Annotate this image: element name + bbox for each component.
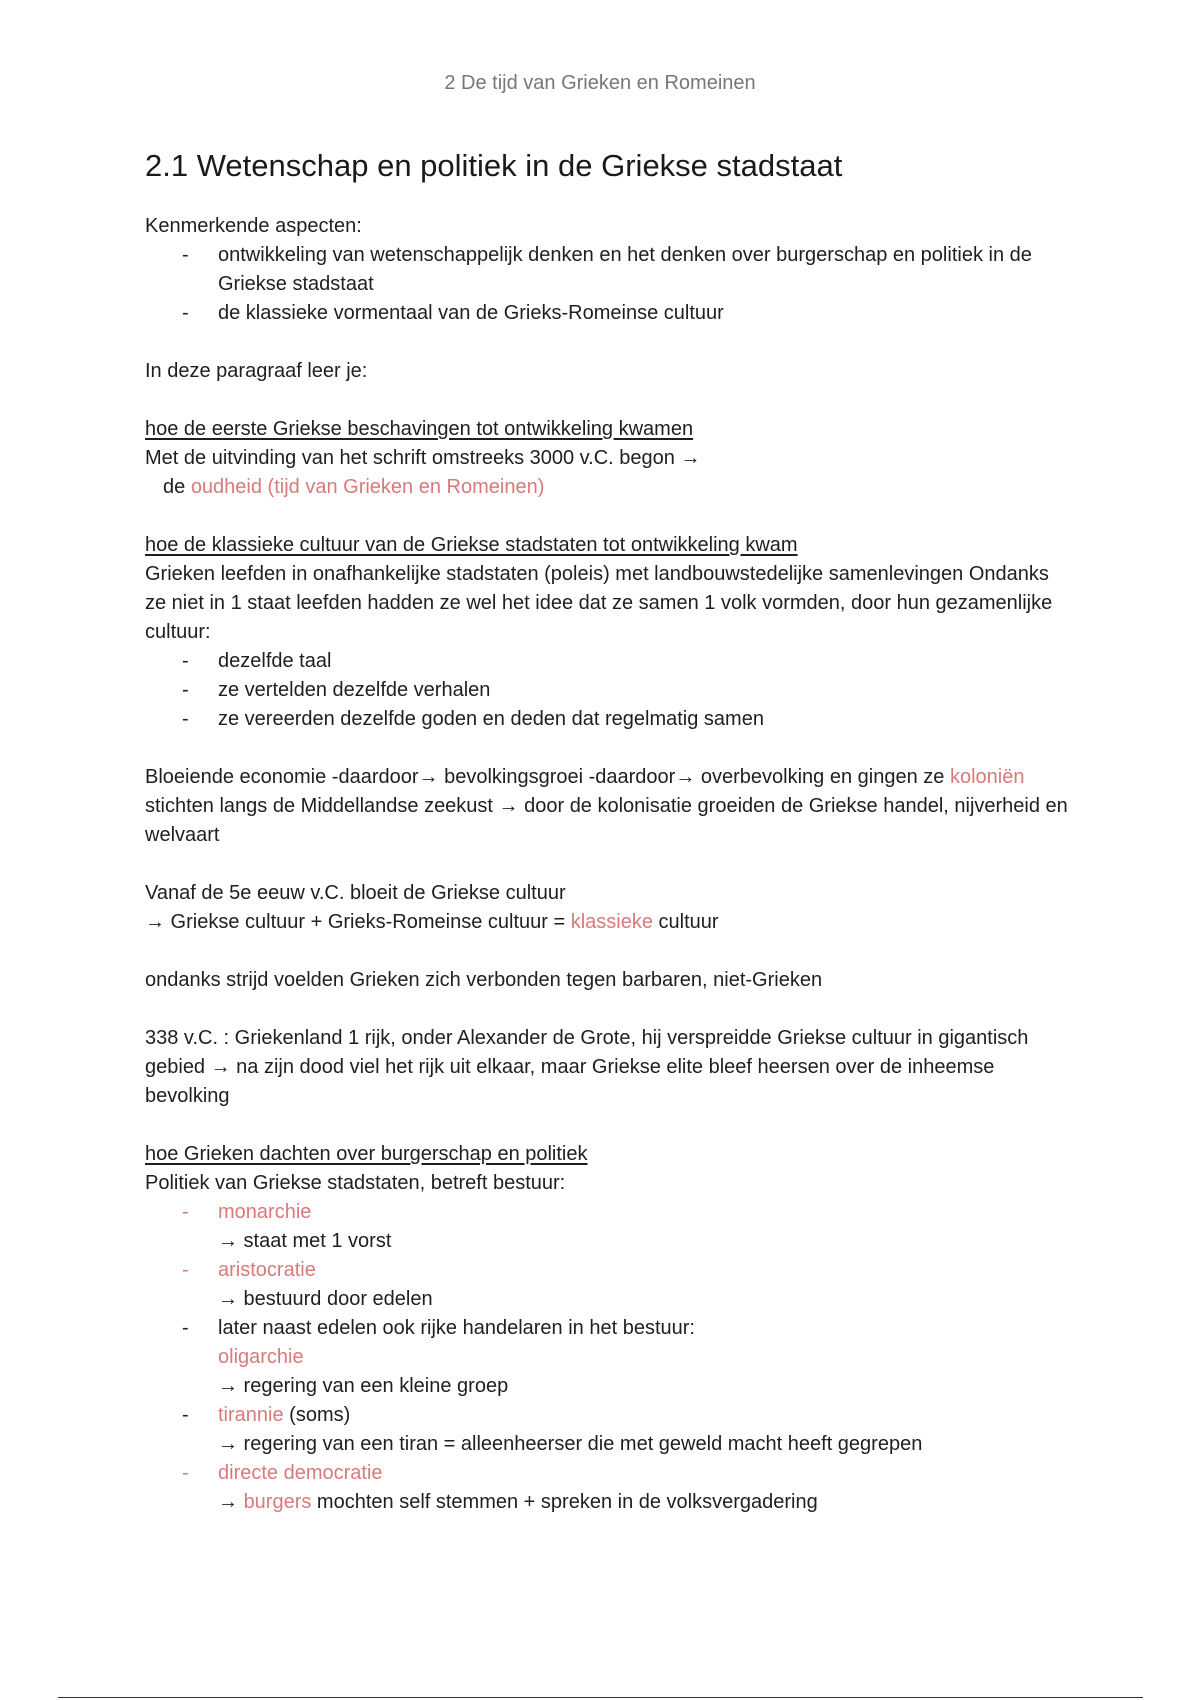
list-item: - tirannie (soms) → regering van een tiran = alleenheerser die met geweld macht heeft gegrepen	[145, 1401, 1075, 1459]
aspects-intro: Kenmerkende aspecten:	[145, 215, 362, 237]
term-oligarchie: oligarchie	[218, 1346, 304, 1368]
term-democratie: - directe democratie	[218, 1462, 383, 1484]
list-item: - ontwikkeling van wetenschappelijk denken en het denken over burgerschap en politiek in de Griekse stadstaat	[145, 241, 1075, 299]
list-item: - ze vertelden dezelfde verhalen	[145, 676, 1075, 705]
list-item: - dezelfde taal	[145, 647, 1075, 676]
list-item: - monarchie → staat met 1 vorst	[145, 1198, 1075, 1256]
footer-rule	[58, 1697, 1143, 1698]
aspects-list	[145, 241, 1075, 328]
klassieke-line: → Griekse cultuur + Grieks-Romeinse cultuur = klassieke cultuur	[145, 911, 719, 933]
list-item: - de klassieke vormentaal van de Grieks-Romeinse cultuur	[145, 299, 1075, 328]
bloom-line: Vanaf de 5e eeuw v.C. bloeit de Griekse cultuur	[145, 882, 566, 904]
term-kolonien: koloniën	[949, 766, 1025, 788]
learn-intro: In deze paragraaf leer je:	[145, 360, 368, 382]
list-item: - directe democratie → burgers mochten self stemmen + spreken in de volksvergadering	[145, 1459, 1075, 1517]
list-item: - ze vereerden dezelfde goden en deden dat regelmatig samen	[145, 705, 1075, 734]
section-heading-beschavingen: hoe de eerste Griekse beschavingen tot ontwikkeling kwamen	[145, 418, 694, 440]
term-burgers: burgers	[243, 1491, 312, 1513]
government-forms-list	[145, 1198, 1075, 1517]
document-body	[145, 146, 1075, 1517]
oudheid-line: de oudheid (tijd van Grieken en Romeinen)	[163, 476, 545, 498]
barbarians-line: ondanks strijd voelden Grieken zich verbonden tegen barbaren, niet-Grieken	[145, 969, 823, 991]
term-aristocratie: - aristocratie	[218, 1259, 316, 1281]
poleis-paragraph: Grieken leefden in onafhankelijke stadstaten (poleis) met landbouwstedelijke samenlevingen Ondanks ze niet in 1 staat leefden hadden ze wel het idee dat ze samen 1 volk vormden, door hun gezamenlijke cultuur:	[145, 563, 1053, 643]
shared-culture-list	[145, 647, 1075, 734]
section-heading-burgerschap: hoe Grieken dachten over burgerschap en politiek	[145, 1143, 588, 1165]
section-heading-klassieke-cultuur: hoe de klassieke cultuur van de Griekse stadstaten tot ontwikkeling kwam	[145, 534, 798, 556]
schrift-line: Met de uitvinding van het schrift omstreeks 3000 v.C. begon →	[145, 447, 701, 469]
term-klassieke: klassieke	[570, 911, 653, 933]
economy-paragraph: Bloeiende economie -daardoor→ bevolkingsgroei -daardoor→ overbevolking en gingen ze koloniën stichten langs de Middellandse zeekust → door de kolonisatie groeiden de Griekse handel, nijverheid en welvaart	[145, 766, 1068, 846]
alexander-paragraph: 338 v.C. : Griekenland 1 rijk, onder Alexander de Grote, hij verspreidde Griekse cultuur in gigantisch gebied → na zijn dood viel het rijk uit elkaar, maar Griekse elite bleef heersen over de inheemse bevolking	[145, 1027, 1029, 1107]
term-oudheid: oudheid (tijd van Grieken en Romeinen)	[190, 476, 545, 498]
politics-intro: Politiek van Griekse stadstaten, betreft bestuur:	[145, 1172, 566, 1194]
page-title: 2.1 Wetenschap en politiek in de Griekse stadstaat	[145, 148, 843, 183]
term-tirannie: tirannie	[218, 1404, 284, 1426]
chapter-header: 2 De tijd van Grieken en Romeinen	[444, 72, 756, 94]
list-item: - later naast edelen ook rijke handelaren in het bestuur: oligarchie → regering van een kleine groep	[145, 1314, 1075, 1401]
term-monarchie: - monarchie	[218, 1201, 312, 1223]
list-item: - aristocratie → bestuurd door edelen	[145, 1256, 1075, 1314]
